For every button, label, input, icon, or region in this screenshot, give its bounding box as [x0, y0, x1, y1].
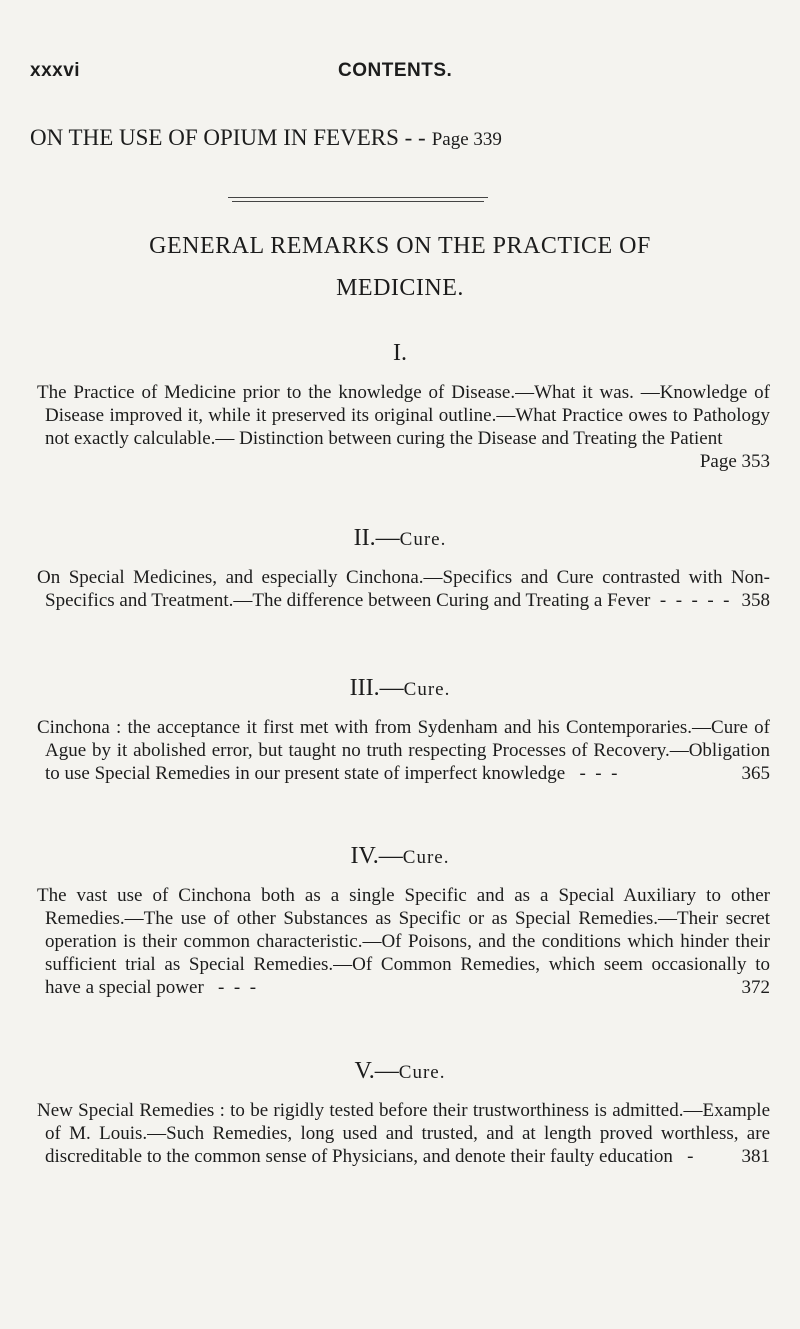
chapter-numeral: [0, 1058, 800, 1085]
chapter-summary-text: New Special Remedies : to be rigidly tested before their trustworthiness is admitted.—Example of M. Louis.—Such Remedies, long used and trusted, and at length proved worthless, are discreditable to the common sense of Physicians, and denote their faulty education: [37, 1100, 770, 1167]
chapter-summary: [37, 566, 770, 612]
chapter-numeral: [0, 340, 800, 367]
chapter-summary: [37, 381, 770, 473]
page-number: xxxvi: [30, 60, 81, 81]
chapter-entry: [0, 675, 800, 785]
chapter-summary-text: The vast use of Cinchona both as a single Specific and as a Special Auxiliary to other Remedies.—The use of other Substances as Specific or as Special Remedies.—Their secret operation is their common characteristic.—Of Poisons, and the conditions which hinder their sufficient trial as Special Remedies.—Of Common Remedies, which seem occasionally to have a special power: [37, 885, 770, 998]
chapter-page-ref: 381: [741, 1146, 770, 1167]
dot-leader: - - -: [203, 977, 257, 998]
section-title-line: MEDICINE.: [336, 275, 464, 301]
previous-entry-title: ON THE USE OF OPIUM IN FEVERS - -: [30, 125, 426, 150]
chapter-summary-text: Cinchona : the acceptance it first met with from Sydenham and his Contemporaries.—Cure of Ague by it abolished error, but taught no truth respecting Processes of Recovery.—Obligation to use Special Remedies in our present state of imperfect knowledge: [37, 717, 770, 784]
running-title: CONTENTS.: [338, 60, 453, 81]
chapter-entry: [0, 843, 800, 999]
chapter-page-ref: 372: [741, 977, 770, 998]
chapter-summary: [37, 1099, 770, 1168]
previous-contents-entry: [30, 125, 770, 151]
chapter-numeral: [0, 525, 800, 552]
chapter-number: III.—: [349, 675, 404, 701]
section-title: [40, 225, 760, 309]
chapter-heading: Cure.: [398, 1062, 446, 1083]
chapter-entry: [0, 525, 800, 612]
chapter-entry: [0, 340, 800, 473]
divider-rule-double: [232, 201, 484, 202]
chapter-entry: [0, 1058, 800, 1168]
dot-leader: - - - - -: [650, 590, 730, 611]
chapter-summary: [37, 716, 770, 785]
chapter-number: II.—: [353, 525, 400, 551]
chapter-number: I.: [393, 340, 407, 366]
chapter-numeral: [0, 675, 800, 702]
chapter-page-ref: 365: [741, 763, 770, 784]
divider-rule: [228, 197, 488, 198]
chapter-summary: [37, 884, 770, 999]
section-title-line: GENERAL REMARKS ON THE PRACTICE OF: [149, 233, 651, 259]
previous-entry-page: Page 339: [431, 129, 502, 150]
chapter-page-ref: 358: [741, 590, 770, 611]
chapter-page-ref: Page 353: [699, 451, 770, 472]
dot-leader: - - -: [565, 763, 618, 784]
chapter-numeral: [0, 843, 800, 870]
chapter-summary-text: On Special Medicines, and especially Cinchona.—Specifics and Cure contrasted with Non-Specifics and Treatment.—The difference between Curing and Treating a Fever: [37, 567, 770, 611]
chapter-heading: Cure.: [399, 529, 447, 550]
chapter-summary-text: The Practice of Medicine prior to the knowledge of Disease.—What it was. —Knowledge of Disease improved it, while it preserved its original outline.—What Practice owes to Pathology not exactly calculable.— Distinction between curing the Disease and Treating the Patient: [37, 382, 770, 449]
chapter-number: V.—: [354, 1058, 399, 1084]
chapter-number: IV.—: [350, 843, 403, 869]
chapter-heading: Cure.: [403, 679, 451, 700]
dot-leader: -: [672, 1146, 694, 1167]
chapter-heading: Cure.: [402, 847, 450, 868]
